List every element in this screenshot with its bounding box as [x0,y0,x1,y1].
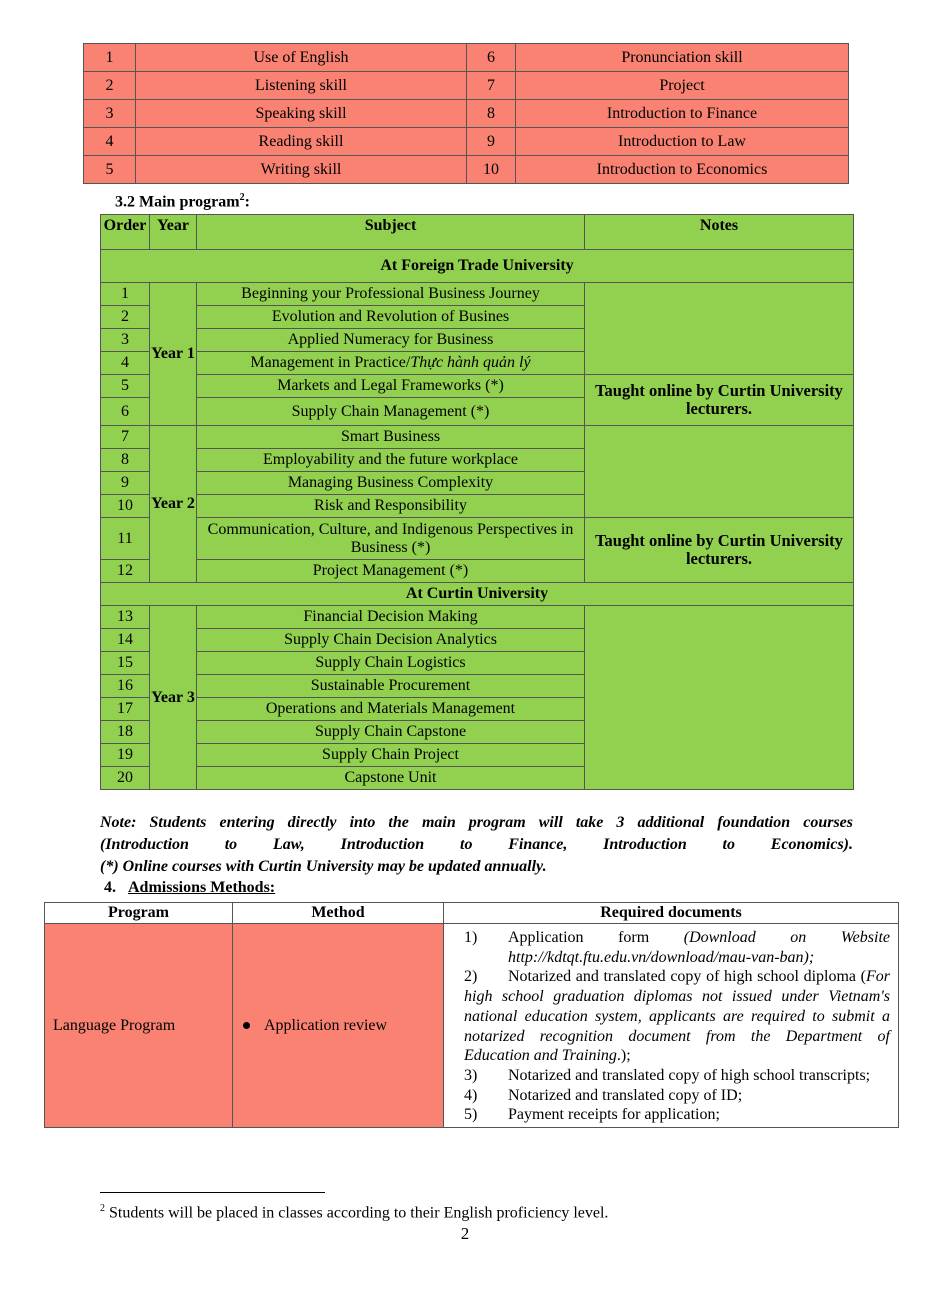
heading-colon: : [244,193,250,211]
note-paragraph [100,812,853,878]
course-name: Project [516,72,849,100]
subject-cell: Project Management (*) [197,560,585,583]
doc-text: Payment receipts for application; [508,1106,720,1124]
subject-cell: Capstone Unit [197,767,585,790]
year-header: Year [150,215,197,250]
order-cell: 14 [101,629,150,652]
footnote-text: Students will be placed in classes according to their English proficiency level. [109,1204,609,1222]
course-number: 6 [467,44,516,72]
program-header: Program [45,903,233,924]
order-cell: 12 [101,560,150,583]
doc-text-wrap [508,928,890,967]
doc-text-italic: (Download on Website http://kdtqt.ftu.edu.vn/download/mau-van-ban); [508,929,890,966]
order-cell: 1 [101,283,150,306]
order-cell: 3 [101,329,150,352]
year-2-cell: Year 2 [150,426,197,583]
course-name: Writing skill [136,156,467,184]
order-cell: 2 [101,306,150,329]
doc-number: 2) [464,968,478,986]
admissions-heading-text: Admissions Methods: [128,879,276,896]
course-number: 2 [84,72,136,100]
order-cell: 6 [101,398,150,426]
course-number: 9 [467,128,516,156]
subject-cell: Supply Chain Decision Analytics [197,629,585,652]
subject-cell: Supply Chain Project [197,744,585,767]
program-cell: Language Program [45,924,233,1128]
order-cell: 4 [101,352,150,375]
order-cell: 10 [101,495,150,518]
admissions-heading [104,879,275,897]
section-row [101,583,854,606]
course-name: Pronunciation skill [516,44,849,72]
course-name: Speaking skill [136,100,467,128]
order-cell: 15 [101,652,150,675]
doc-text-tail: .); [616,1047,631,1065]
year-1-cell: Year 1 [150,283,197,426]
order-cell: 18 [101,721,150,744]
method-text: Application review [264,1016,388,1034]
order-cell: 17 [101,698,150,721]
doc-item [464,1086,890,1106]
docs-header: Required documents [444,903,899,924]
online-note: Taught online by Curtin University lecturers. [585,518,854,583]
doc-text: Notarized and translated copy of high school diploma ( [508,968,866,986]
subject-cell: Risk and Responsibility [197,495,585,518]
table-row [101,375,854,398]
order-cell: 13 [101,606,150,629]
doc-text: Notarized and translated copy of high school transcripts; [508,1066,871,1084]
subject-cell: Beginning your Professional Business Journey [197,283,585,306]
subject-cell: Supply Chain Management (*) [197,398,585,426]
order-cell: 20 [101,767,150,790]
order-cell: 16 [101,675,150,698]
header-row [45,903,899,924]
method-header: Method [233,903,444,924]
course-number: 10 [467,156,516,184]
admissions-table [44,902,899,1128]
subject-cell: Financial Decision Making [197,606,585,629]
footnote-number: 2 [100,1203,105,1214]
table-row [84,156,849,184]
course-name: Introduction to Law [516,128,849,156]
doc-number: 4) [464,1086,478,1104]
table-row [101,518,854,560]
doc-item [464,967,890,1066]
order-cell: 11 [101,518,150,560]
subject-cell: Supply Chain Capstone [197,721,585,744]
doc-item [464,928,890,967]
note-line: (*) Online courses with Curtin University may be updated annually. [100,858,547,875]
foundation-table [83,43,849,184]
footnote-ref: 2 [239,192,245,203]
order-cell: 7 [101,426,150,449]
order-cell: 9 [101,472,150,495]
note-line: Note: Students entering directly into the main program will take 3 additional foundation courses [100,814,853,831]
bullet-icon [243,1022,250,1029]
footnote [100,1203,608,1222]
table-row [101,426,854,449]
notes-cell-empty [585,283,854,375]
subject-cell: Supply Chain Logistics [197,652,585,675]
subject-cell: Applied Numeracy for Business [197,329,585,352]
section-number: 4. [104,879,116,896]
section-curtin: At Curtin University [101,583,854,606]
course-number: 3 [84,100,136,128]
section-row [101,250,854,283]
table-row [101,283,854,306]
order-cell: 8 [101,449,150,472]
main-program-heading-text: 3.2 Main program [115,193,240,211]
course-name: Introduction to Economics [516,156,849,184]
doc-item [464,1066,890,1086]
subject-text-vietnamese: Thực hành quản lý [410,354,531,371]
online-note: Taught online by Curtin University lecturers. [585,375,854,426]
notes-cell-empty [585,426,854,518]
course-name: Listening skill [136,72,467,100]
course-number: 5 [84,156,136,184]
table-row [45,924,899,1128]
page-number: 2 [460,1224,470,1243]
doc-text: Application form [508,929,684,946]
course-name: Use of English [136,44,467,72]
table-row [84,44,849,72]
subject-cell: Smart Business [197,426,585,449]
notes-cell-empty [585,606,854,790]
order-cell: 19 [101,744,150,767]
course-number: 7 [467,72,516,100]
course-number: 4 [84,128,136,156]
subject-cell: Communication, Culture, and Indigenous Perspectives in Business (*) [197,518,585,560]
subject-cell: Sustainable Procurement [197,675,585,698]
doc-number: 5) [464,1106,478,1124]
notes-header: Notes [585,215,854,250]
course-name: Reading skill [136,128,467,156]
course-name: Introduction to Finance [516,100,849,128]
subject-cell [197,352,585,375]
course-number: 8 [467,100,516,128]
order-header: Order [101,215,150,250]
subject-cell: Operations and Materials Management [197,698,585,721]
doc-number: 3) [464,1066,478,1084]
year-3-cell: Year 3 [150,606,197,790]
footnote-divider [100,1192,325,1193]
subject-cell: Markets and Legal Frameworks (*) [197,375,585,398]
note-line: (Introduction to Law, Introduction to Finance, Introduction to Economics). [100,836,853,853]
subject-cell: Evolution and Revolution of Busines [197,306,585,329]
main-program-heading [115,192,250,211]
table-row [84,128,849,156]
header-row [101,215,854,250]
doc-number: 1) [464,929,478,946]
section-ftu: At Foreign Trade University [101,250,854,283]
order-cell: 5 [101,375,150,398]
subject-cell: Managing Business Complexity [197,472,585,495]
doc-item [464,1105,890,1125]
subject-header: Subject [197,215,585,250]
doc-text: Notarized and translated copy of ID; [508,1086,743,1104]
subject-cell: Employability and the future workplace [197,449,585,472]
main-program-table [100,214,854,790]
table-row [84,72,849,100]
course-number: 1 [84,44,136,72]
subject-text: Management in Practice/ [250,354,411,371]
method-cell [233,924,444,1128]
doc-text-italic: For high school graduation diplomas not issued under Vietnam's national education system, applicants are required to submit a notarized recognition document from the Department of Education and Training [464,968,890,1065]
docs-cell [444,924,899,1128]
table-row [84,100,849,128]
table-row [101,606,854,629]
